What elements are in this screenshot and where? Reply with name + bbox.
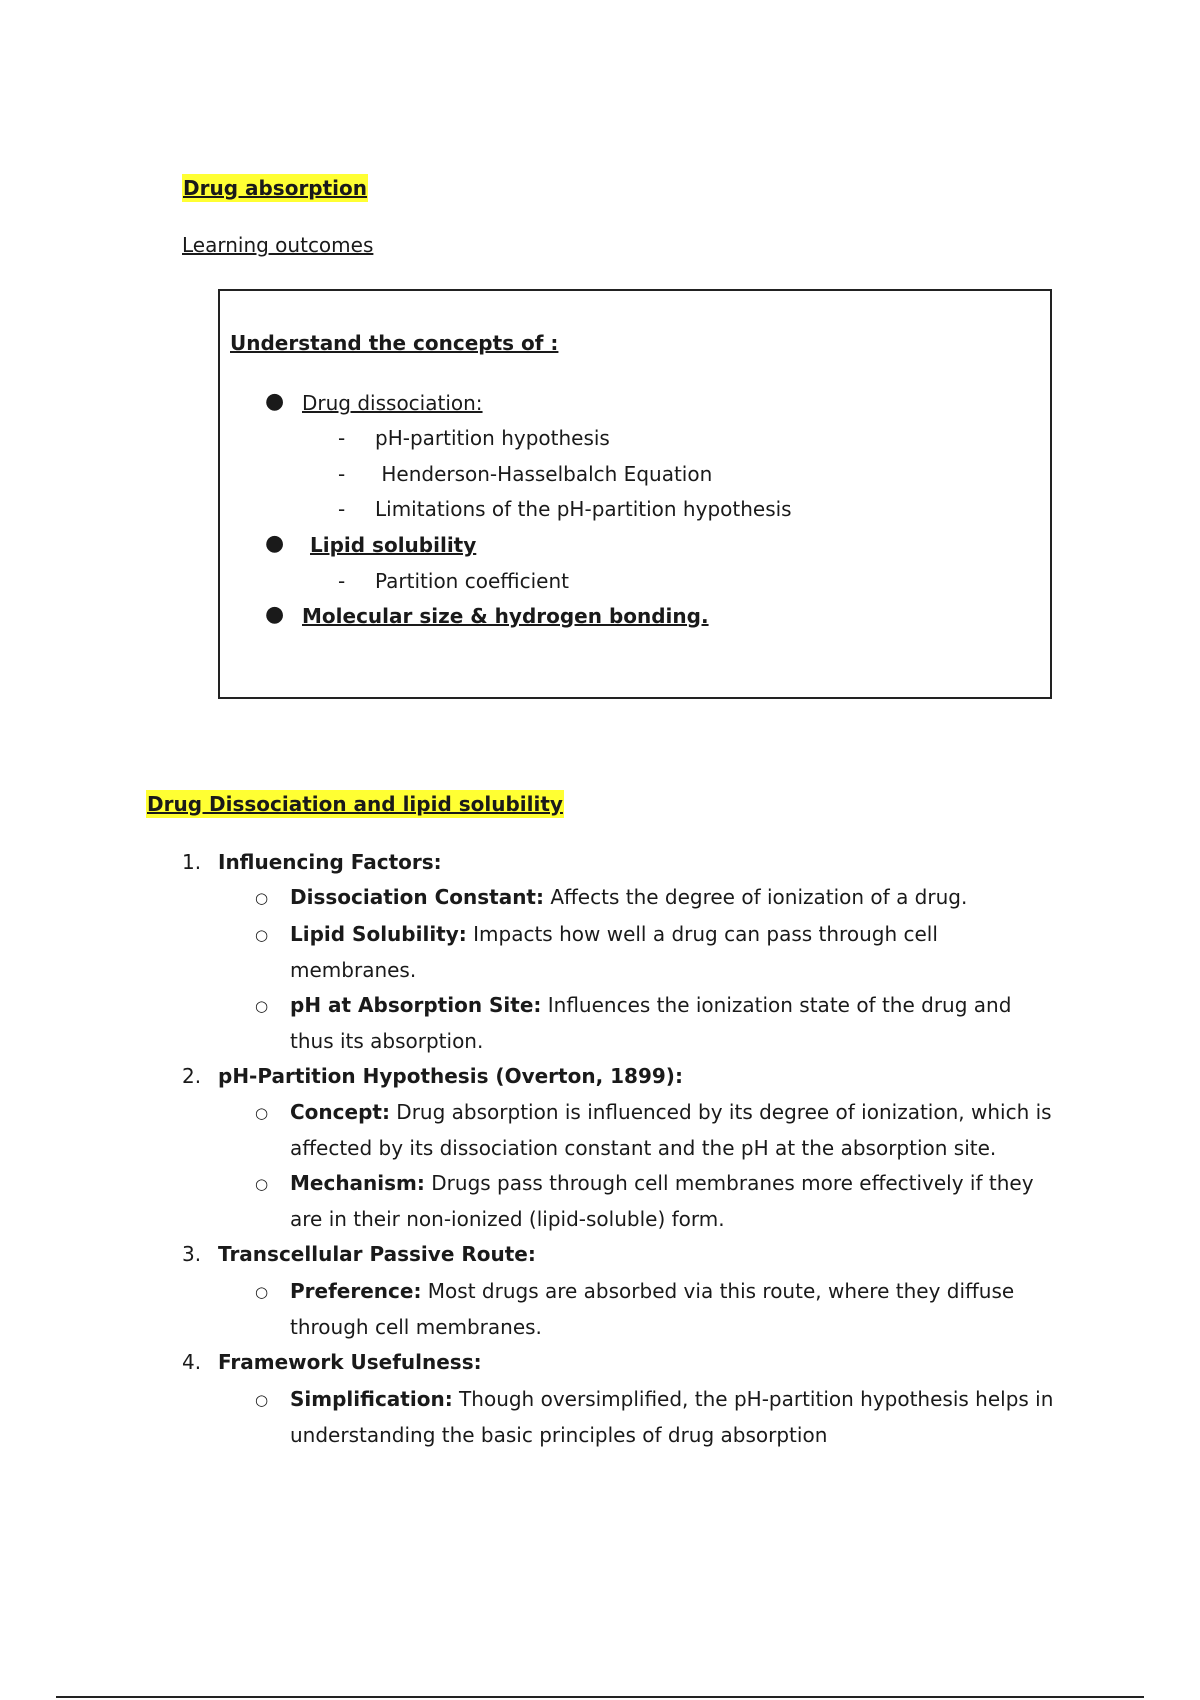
item-term: Simplification:: [290, 1387, 453, 1411]
item-text: Though oversimplified, the pH-partition hypothesis helps in understanding the basic principles of drug absorption: [290, 1387, 1054, 1447]
page-bottom-rule: [56, 1696, 1144, 1698]
dash-icon: -: [338, 426, 346, 450]
bullet-drug-dissociation: Drug dissociation:: [302, 391, 483, 415]
sub-item: Henderson-Hasselbalch Equation: [375, 462, 713, 486]
list-item: [290, 879, 1070, 915]
bullet-dot-icon: ●: [265, 531, 285, 556]
circle-bullet-icon: ○: [255, 1104, 269, 1122]
sub-item: Limitations of the pH-partition hypothesis: [375, 497, 792, 521]
dash-icon: -: [338, 569, 346, 593]
item-text: Affects the degree of ionization of a drug.: [543, 885, 968, 909]
section-title: pH-Partition Hypothesis (Overton, 1899):: [218, 1064, 683, 1088]
section-number: 1.: [182, 850, 202, 874]
item-term: pH at Absorption Site:: [290, 993, 542, 1017]
sub-item: Partition coefficient: [375, 569, 569, 593]
section-title: Transcellular Passive Route:: [218, 1242, 536, 1266]
list-item: [290, 1094, 1080, 1166]
list-item: [290, 987, 1050, 1059]
learning-outcomes-label: Learning outcomes: [182, 233, 374, 257]
item-term: Concept:: [290, 1100, 390, 1124]
section-number: 3.: [182, 1242, 202, 1266]
item-text: Most drugs are absorbed via this route, where they diffuse through cell membranes.: [290, 1279, 1015, 1339]
list-item: [290, 1273, 1060, 1345]
item-text: Drugs pass through cell membranes more effectively if they are in their non-ionized (lipid-soluble) form.: [290, 1171, 1034, 1231]
dash-icon: -: [338, 462, 346, 486]
box-header: Understand the concepts of :: [230, 331, 559, 355]
list-item: [290, 916, 950, 988]
circle-bullet-icon: ○: [255, 997, 269, 1015]
item-term: Dissociation Constant:: [290, 885, 544, 909]
bullet-molecular-size: Molecular size & hydrogen bonding.: [302, 604, 709, 628]
item-term: Mechanism:: [290, 1171, 425, 1195]
list-item: [290, 1381, 1060, 1453]
circle-bullet-icon: ○: [255, 889, 269, 907]
item-term: Preference:: [290, 1279, 422, 1303]
bullet-dot-icon: ●: [265, 602, 285, 627]
bullet-lipid-solubility: Lipid solubility: [310, 533, 477, 557]
item-term: Lipid Solubility:: [290, 922, 467, 946]
circle-bullet-icon: ○: [255, 1283, 269, 1301]
section-title: Framework Usefulness:: [218, 1350, 482, 1374]
section-title: Influencing Factors:: [218, 850, 442, 874]
sub-item: pH-partition hypothesis: [375, 426, 610, 450]
section-number: 4.: [182, 1350, 202, 1374]
circle-bullet-icon: ○: [255, 1175, 269, 1193]
dash-icon: -: [338, 497, 346, 521]
item-text: Influences the ionization state of the drug and thus its absorption.: [290, 993, 1012, 1053]
item-text: Drug absorption is influenced by its degree of ionization, which is affected by its dissociation constant and the pH at the absorption site.: [290, 1100, 1052, 1160]
item-text: Impacts how well a drug can pass through cell membranes.: [290, 922, 938, 982]
heading-drug-absorption: Drug absorption: [183, 176, 368, 200]
heading-drug-dissociation: Drug Dissociation and lipid solubility: [147, 792, 563, 816]
list-item: [290, 1165, 1060, 1237]
section-number: 2.: [182, 1064, 202, 1088]
bullet-dot-icon: ●: [265, 389, 285, 414]
learning-outcomes-box: [218, 289, 1052, 699]
circle-bullet-icon: ○: [255, 1391, 269, 1409]
circle-bullet-icon: ○: [255, 926, 269, 944]
